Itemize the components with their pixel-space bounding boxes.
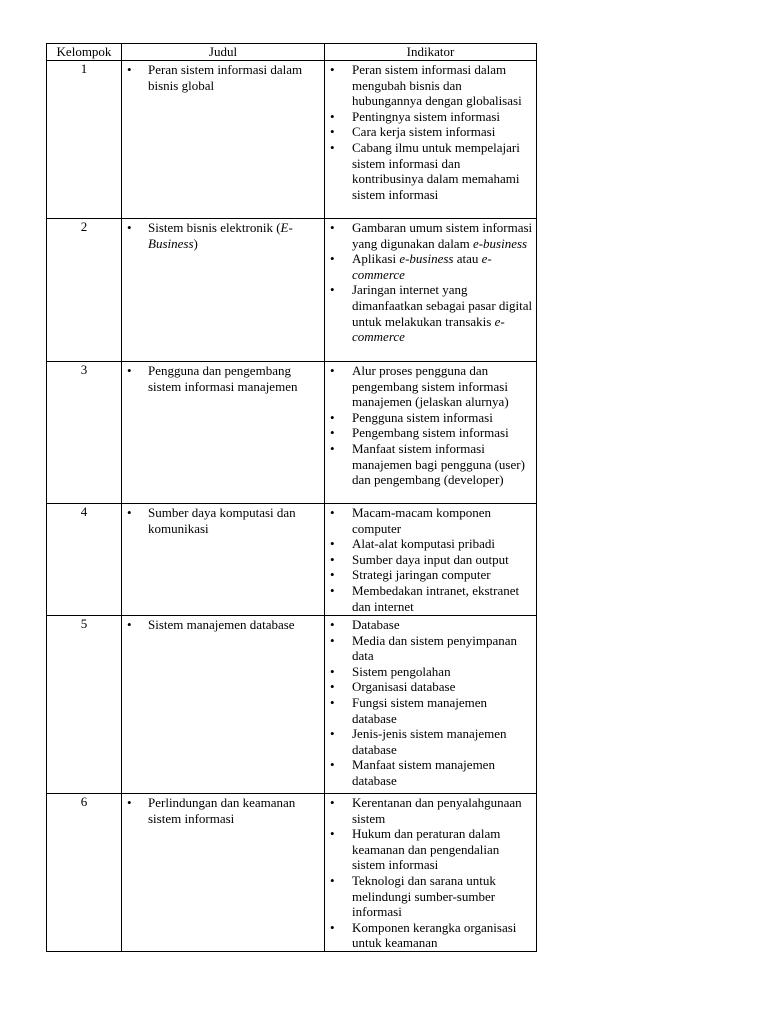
- indikator-item: • Sistem pengolahan: [325, 664, 534, 680]
- indikator-item: • Kerentanan dan penyalahgunaan sistem: [325, 795, 534, 826]
- indikator-cell: [325, 504, 537, 616]
- indikator-item: • Database: [325, 617, 534, 633]
- judul-item: • Sistem bisnis elektronik (E-Business): [122, 220, 322, 251]
- indikator-list: [325, 616, 536, 789]
- header-row: [47, 44, 537, 61]
- indikator-cell: [325, 794, 537, 952]
- indikator-item: • Peran sistem informasi dalam mengubah bisnis dan hubungannya dengan globalisasi: [325, 62, 534, 109]
- indikator-cell: [325, 616, 537, 794]
- judul-list: [122, 61, 324, 93]
- judul-item: • Sistem manajemen database: [122, 617, 322, 633]
- indikator-item: • Pengguna sistem informasi: [325, 410, 534, 426]
- indikator-item: • Macam-macam komponen computer: [325, 505, 534, 536]
- kelompok-cell: 1: [47, 61, 122, 219]
- indikator-cell: [325, 61, 537, 219]
- kelompok-cell: 4: [47, 504, 122, 616]
- indikator-item: • Manfaat sistem informasi manajemen bagi pengguna (user) dan pengembang (developer): [325, 441, 534, 488]
- judul-cell: [122, 61, 325, 219]
- judul-item: • Perlindungan dan keamanan sistem informasi: [122, 795, 322, 826]
- indikator-item: • Organisasi database: [325, 679, 534, 695]
- table-row: [47, 794, 537, 952]
- indikator-list: [325, 362, 536, 488]
- judul-cell: [122, 219, 325, 362]
- judul-cell: [122, 794, 325, 952]
- indikator-list: [325, 61, 536, 202]
- indikator-item: • Komponen kerangka organisasi untuk keamanan: [325, 920, 534, 951]
- indikator-list: [325, 794, 536, 951]
- kelompok-cell: 6: [47, 794, 122, 952]
- table-row: [47, 616, 537, 794]
- judul-list: [122, 616, 324, 633]
- judul-item: • Sumber daya komputasi dan komunikasi: [122, 505, 322, 536]
- indikator-item: • Pentingnya sistem informasi: [325, 109, 534, 125]
- indikator-item: • Jenis-jenis sistem manajemen database: [325, 726, 534, 757]
- table-header: [47, 44, 537, 61]
- kelompok-cell: 5: [47, 616, 122, 794]
- indikator-item: • Media dan sistem penyimpanan data: [325, 633, 534, 664]
- indikator-item: • Fungsi sistem manajemen database: [325, 695, 534, 726]
- indikator-item: • Jaringan internet yang dimanfaatkan sebagai pasar digital untuk melakukan transakis e-commerce: [325, 282, 534, 344]
- judul-list: [122, 794, 324, 826]
- indikator-list: [325, 504, 536, 614]
- indikator-item: • Strategi jaringan computer: [325, 567, 534, 583]
- group-assignment-table: [46, 43, 537, 952]
- indikator-cell: [325, 362, 537, 504]
- indikator-item: • Manfaat sistem manajemen database: [325, 757, 534, 788]
- kelompok-cell: 2: [47, 219, 122, 362]
- table-row: [47, 362, 537, 504]
- judul-item: • Pengguna dan pengembang sistem informasi manajemen: [122, 363, 322, 394]
- indikator-item: • Alat-alat komputasi pribadi: [325, 536, 534, 552]
- header-judul: Judul: [122, 44, 325, 61]
- kelompok-cell: 3: [47, 362, 122, 504]
- indikator-item: • Hukum dan peraturan dalam keamanan dan pengendalian sistem informasi: [325, 826, 534, 873]
- judul-cell: [122, 504, 325, 616]
- judul-item: • Peran sistem informasi dalam bisnis global: [122, 62, 322, 93]
- indikator-item: • Sumber daya input dan output: [325, 552, 534, 568]
- indikator-item: • Membedakan intranet, ekstranet dan internet: [325, 583, 534, 614]
- judul-list: [122, 219, 324, 251]
- indikator-item: • Gambaran umum sistem informasi yang digunakan dalam e-business: [325, 220, 534, 251]
- judul-list: [122, 362, 324, 394]
- indikator-item: • Aplikasi e-business atau e-commerce: [325, 251, 534, 282]
- table-body: [47, 61, 537, 952]
- table-row: [47, 219, 537, 362]
- indikator-item: • Teknologi dan sarana untuk melindungi sumber-sumber informasi: [325, 873, 534, 920]
- judul-list: [122, 504, 324, 536]
- table-row: [47, 61, 537, 219]
- header-indikator: Indikator: [325, 44, 537, 61]
- indikator-item: • Pengembang sistem informasi: [325, 425, 534, 441]
- table-row: [47, 504, 537, 616]
- indikator-item: • Alur proses pengguna dan pengembang sistem informasi manajemen (jelaskan alurnya): [325, 363, 534, 410]
- judul-cell: [122, 616, 325, 794]
- indikator-cell: [325, 219, 537, 362]
- judul-cell: [122, 362, 325, 504]
- indikator-item: • Cabang ilmu untuk mempelajari sistem informasi dan kontribusinya dalam memahami sistem informasi: [325, 140, 534, 202]
- header-kelompok: Kelompok: [47, 44, 122, 61]
- indikator-list: [325, 219, 536, 345]
- indikator-item: • Cara kerja sistem informasi: [325, 124, 534, 140]
